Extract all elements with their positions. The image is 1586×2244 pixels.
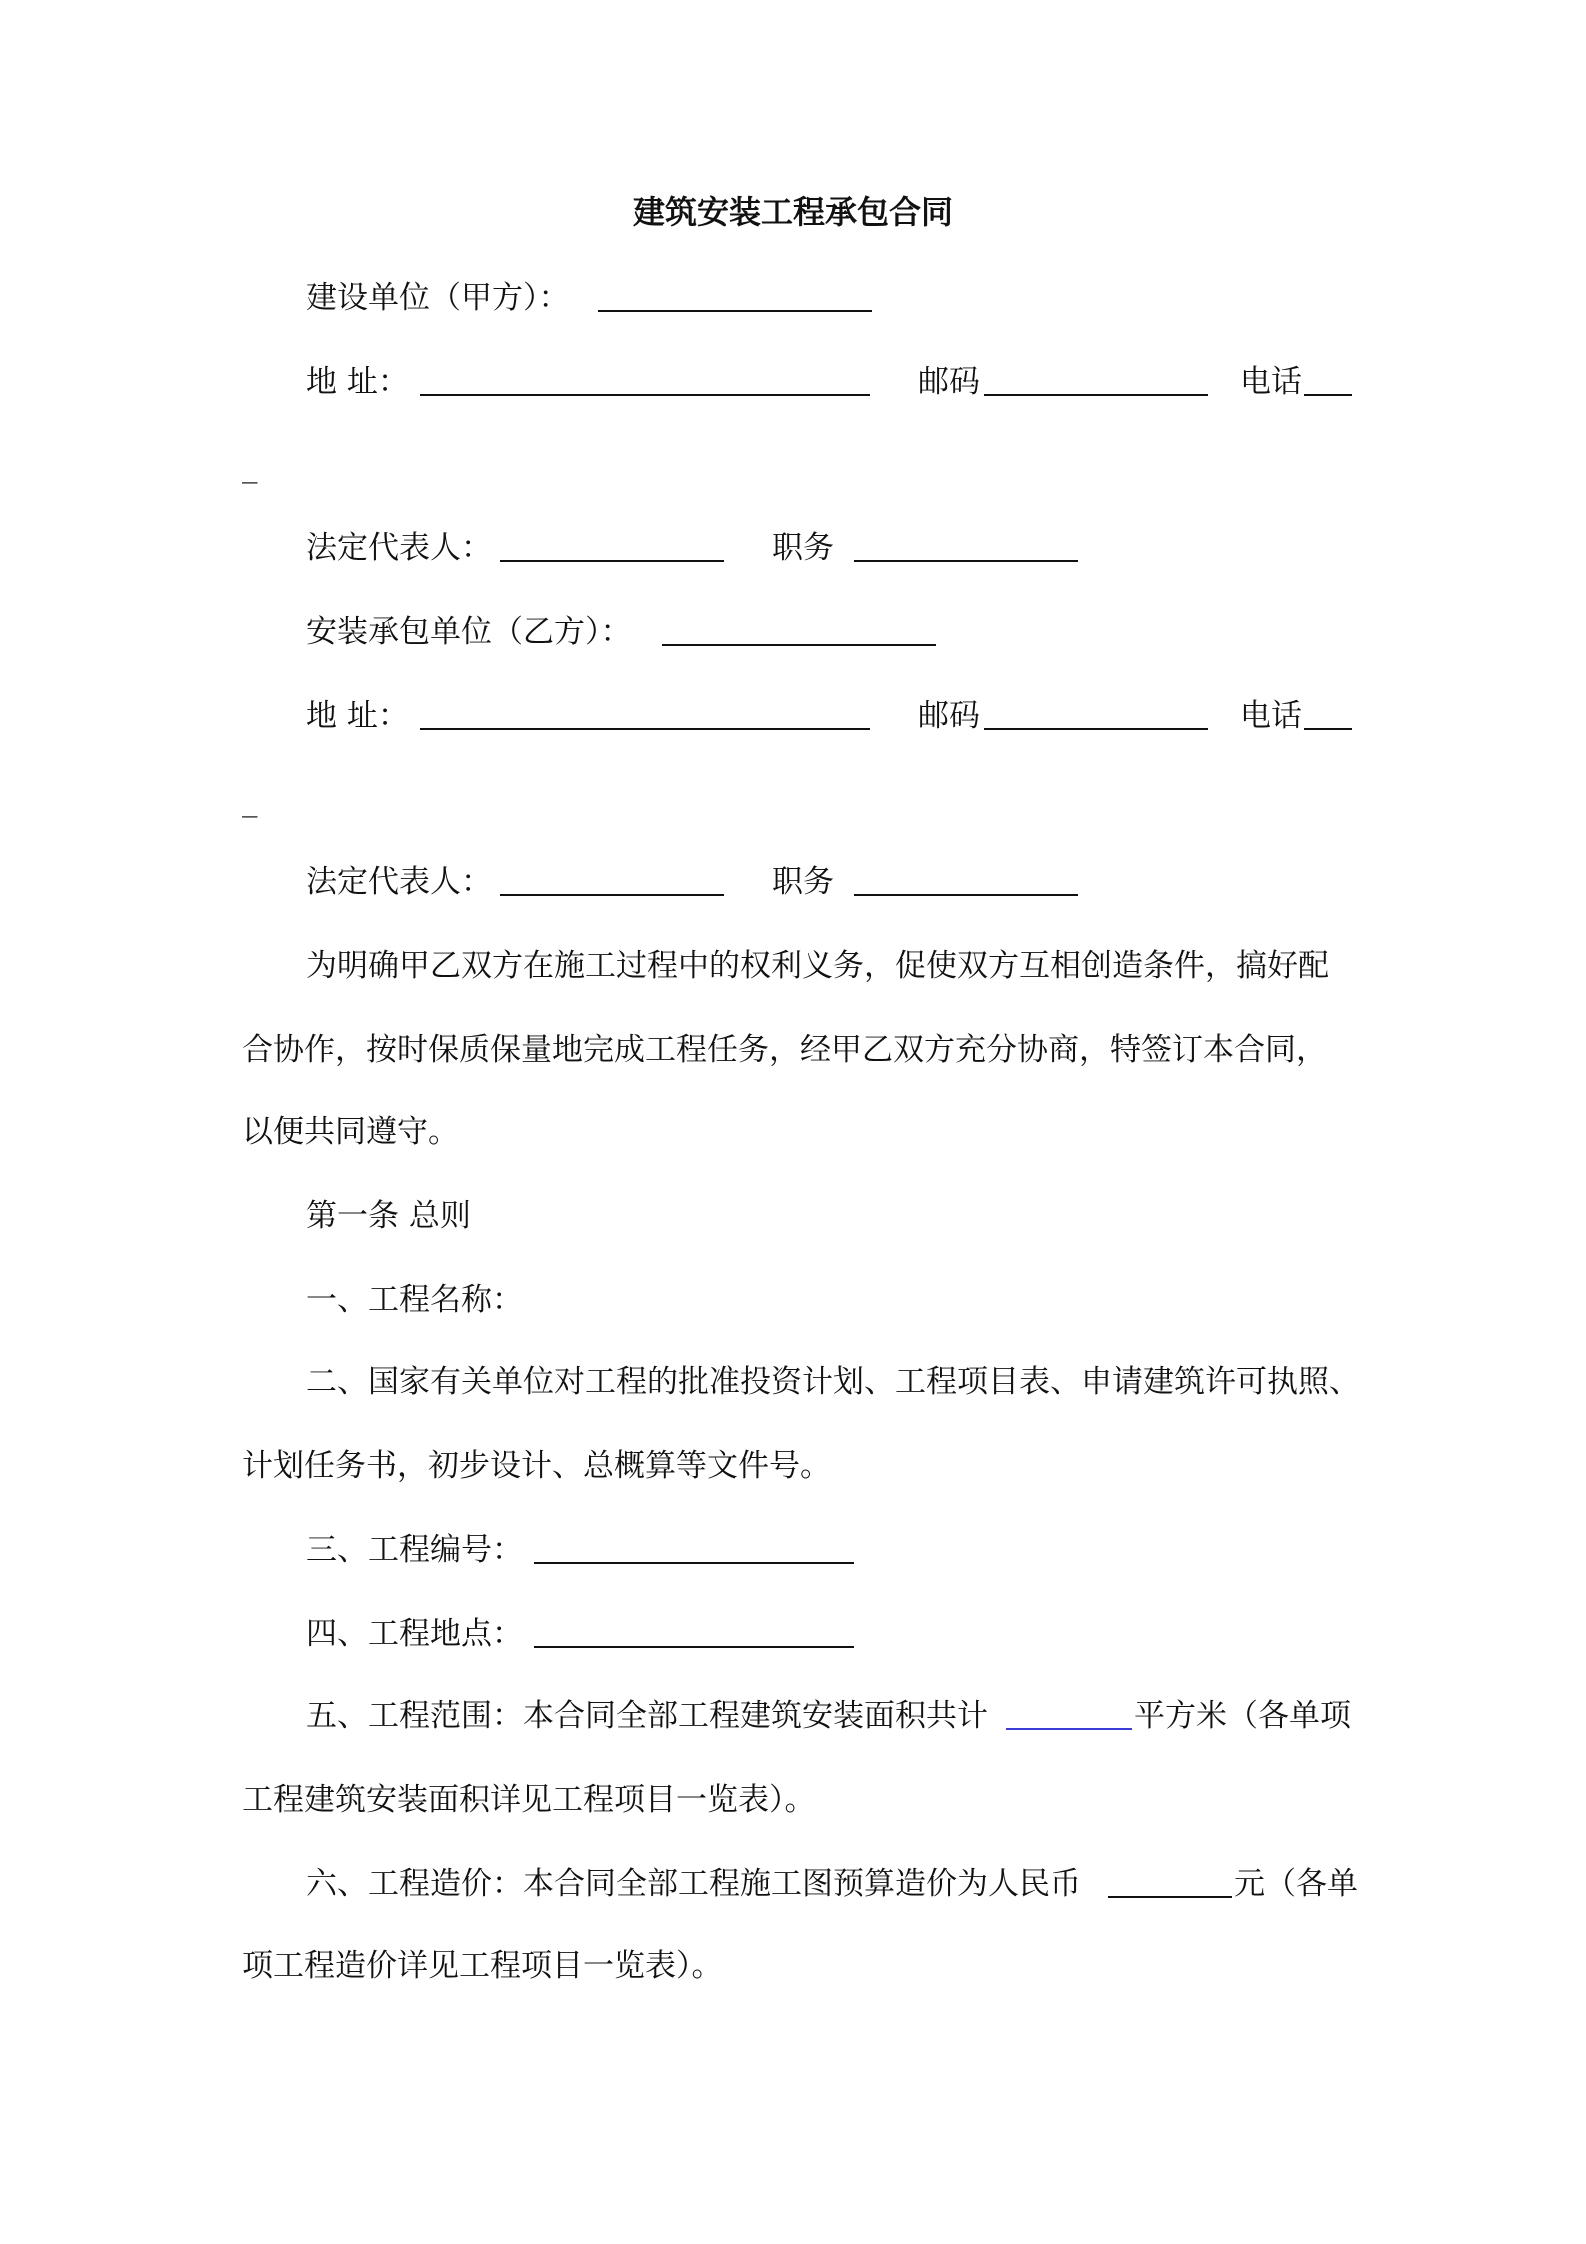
party-b-phone-wrap: _: [242, 782, 258, 818]
item-2-line-1: 二、国家有关单位对工程的批准投资计划、工程项目表、申请建筑许可执照、: [306, 1364, 1360, 1400]
party-b-postcode-blank[interactable]: [984, 696, 1208, 730]
item-5-area-blank[interactable]: [1006, 1696, 1132, 1730]
party-a-legal-rep-blank[interactable]: [500, 528, 724, 562]
party-a-phone-label: 电话: [1240, 364, 1302, 400]
preamble-line-2: 合协作，按时保质保量地完成工程任务，经甲乙双方充分协商，特签订本合同，: [242, 1032, 1327, 1068]
item-1-project-name: 一、工程名称：: [306, 1282, 523, 1318]
party-a-address-label: 地 址：: [306, 364, 409, 400]
preamble-line-1: 为明确甲乙双方在施工过程中的权利义务，促使双方互相创造条件，搞好配: [306, 948, 1329, 984]
party-a-position-label: 职务: [772, 530, 834, 566]
party-b-legal-rep-label: 法定代表人：: [306, 864, 492, 900]
party-b-address-blank[interactable]: [420, 696, 870, 730]
item-6-text-b: 元（各单: [1234, 1866, 1358, 1902]
party-a-phone-wrap: _: [242, 448, 258, 484]
party-b-phone-label: 电话: [1240, 698, 1302, 734]
party-b-unit-label: 安装承包单位（乙方）：: [306, 614, 632, 650]
party-a-postcode-label: 邮码: [918, 364, 980, 400]
party-a-unit-label: 建设单位（甲方）：: [306, 280, 570, 316]
party-a-unit-blank[interactable]: [598, 278, 872, 312]
item-5-text-a: 五、工程范围：本合同全部工程建筑安装面积共计: [306, 1698, 988, 1734]
party-b-unit-blank[interactable]: [662, 612, 936, 646]
item-4-project-location-label: 四、工程地点：: [306, 1616, 523, 1652]
item-3-project-number-blank[interactable]: [534, 1530, 854, 1564]
item-5-line-2: 工程建筑安装面积详见工程项目一览表）。: [242, 1782, 816, 1818]
party-a-legal-rep-label: 法定代表人：: [306, 530, 492, 566]
party-b-phone-blank[interactable]: [1304, 696, 1352, 730]
party-b-position-blank[interactable]: [854, 862, 1078, 896]
item-6-line-2: 项工程造价详见工程项目一览表）。: [242, 1948, 723, 1984]
party-a-phone-blank[interactable]: [1304, 362, 1352, 396]
item-5-text-b: 平方米（各单项: [1134, 1698, 1351, 1734]
item-6-price-blank[interactable]: [1108, 1864, 1232, 1898]
party-a-postcode-blank[interactable]: [984, 362, 1208, 396]
item-4-project-location-blank[interactable]: [534, 1614, 854, 1648]
party-a-position-blank[interactable]: [854, 528, 1078, 562]
party-a-address-blank[interactable]: [420, 362, 870, 396]
article-1-heading: 第一条 总则: [306, 1198, 471, 1234]
item-2-line-2: 计划任务书，初步设计、总概算等文件号。: [242, 1448, 831, 1484]
party-b-postcode-label: 邮码: [918, 698, 980, 734]
item-6-text-a: 六、工程造价：本合同全部工程施工图预算造价为人民币: [306, 1866, 1081, 1902]
party-b-address-label: 地 址：: [306, 698, 409, 734]
preamble-line-3: 以便共同遵守。: [242, 1114, 459, 1150]
contract-title: 建筑安装工程承包合同: [632, 193, 953, 231]
item-3-project-number-label: 三、工程编号：: [306, 1532, 523, 1568]
party-b-position-label: 职务: [772, 864, 834, 900]
party-b-legal-rep-blank[interactable]: [500, 862, 724, 896]
